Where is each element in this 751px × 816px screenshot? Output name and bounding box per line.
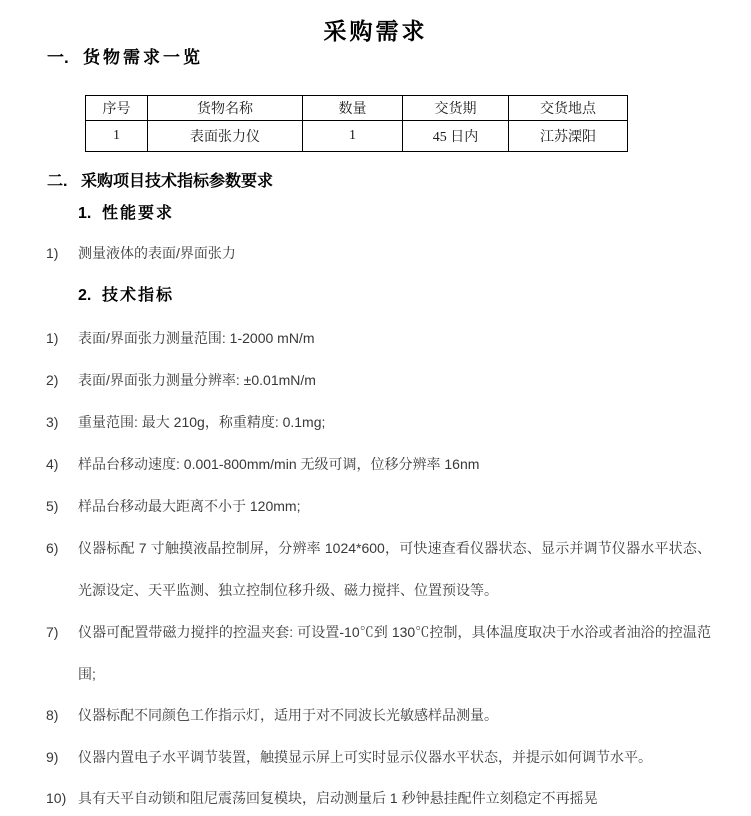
item-number: 8) (46, 707, 59, 723)
sub-heading-performance-marker: 1. (78, 205, 92, 222)
sub-heading-tech-specs-marker: 2. (78, 287, 92, 304)
table-cell-delivery: 45 日内 (403, 121, 509, 152)
item-text: 具有天平自动锁和阻尼震荡回复模块，启动测量后 1 秒钟悬挂配件立刻稳定不再摇晃 (78, 790, 598, 806)
item-text: 样品台移动速度: 0.001-800mm/min 无级可调，位移分辨率 16nm (78, 456, 480, 472)
sub-heading-tech-specs (78, 286, 174, 306)
page-title: 采购需求 (323, 19, 428, 44)
table-header-location: 交货地点 (509, 96, 628, 121)
item-number: 1) (46, 330, 59, 346)
table-row (86, 121, 628, 152)
table-cell-quantity: 1 (303, 121, 403, 152)
list-item (46, 736, 711, 778)
table-header-delivery: 交货期 (403, 96, 509, 121)
item-number: 3) (46, 414, 59, 430)
table-cell-name: 表面张力仪 (148, 121, 303, 152)
item-text: 表面/界面张力测量范围: 1-2000 mN/m (78, 330, 315, 346)
section-2-heading (47, 172, 273, 192)
sub-heading-tech-specs-label: 技术指标 (102, 287, 175, 304)
item-number: 2) (46, 372, 59, 388)
table-header-quantity: 数量 (303, 96, 403, 121)
table-cell-location: 江苏溧阳 (509, 121, 628, 152)
section-1-label: 货物需求一览 (83, 48, 203, 67)
list-item (46, 485, 711, 527)
section-1-heading (47, 48, 203, 68)
list-item (46, 232, 711, 274)
item-text: 仪器内置电子水平调节装置，触摸显示屏上可实时显示仪器水平状态，并提示如何调节水平。 (78, 749, 652, 765)
item-number: 7) (46, 624, 59, 640)
table-cell-serial: 1 (86, 121, 148, 152)
list-item (46, 359, 711, 401)
table-header-row (86, 96, 628, 121)
list-item (46, 317, 711, 359)
item-text: 仪器可配置带磁力搅拌的控温夹套: 可设置-10℃到 130℃控制，具体温度取决于水浴或者油浴的控温范围; (78, 624, 711, 682)
item-number: 4) (46, 456, 59, 472)
list-item (46, 694, 711, 736)
item-text: 样品台移动最大距离不小于 120mm; (78, 498, 301, 514)
section-2-label: 采购项目技术指标参数要求 (81, 173, 274, 190)
list-item (46, 443, 711, 485)
item-text: 仪器标配不同颜色工作指示灯，适用于对不同波长光敏感样品测量。 (78, 707, 498, 723)
item-number: 1) (46, 245, 59, 261)
section-1-marker: 一. (47, 48, 69, 67)
item-number: 5) (46, 498, 59, 514)
list-item (46, 611, 711, 695)
item-text: 重量范围: 最大 210g，称重精度: 0.1mg; (78, 414, 326, 430)
item-number: 6) (46, 540, 59, 556)
table-header-serial: 序号 (86, 96, 148, 121)
section-2-marker: 二. (47, 173, 68, 190)
sub-heading-performance-label: 性能要求 (102, 205, 175, 222)
item-text: 表面/界面张力测量分辨率: ±0.01mN/m (78, 372, 316, 388)
item-number: 9) (46, 749, 59, 765)
list-item (46, 527, 711, 611)
list-item (46, 401, 711, 443)
item-number: 10) (46, 790, 67, 806)
item-text: 仪器标配 7 寸触摸液晶控制屏，分辨率 1024*600，可快速查看仪器状态、显示并调节仪器水平状态、光源设定、天平监测、独立控制位移升级、磁力搅拌、位置预设等。 (78, 540, 711, 598)
sub-heading-performance (78, 204, 174, 224)
list-item (46, 777, 711, 816)
goods-table (85, 95, 628, 152)
table-header-name: 货物名称 (148, 96, 303, 121)
item-text: 测量液体的表面/界面张力 (78, 245, 236, 261)
